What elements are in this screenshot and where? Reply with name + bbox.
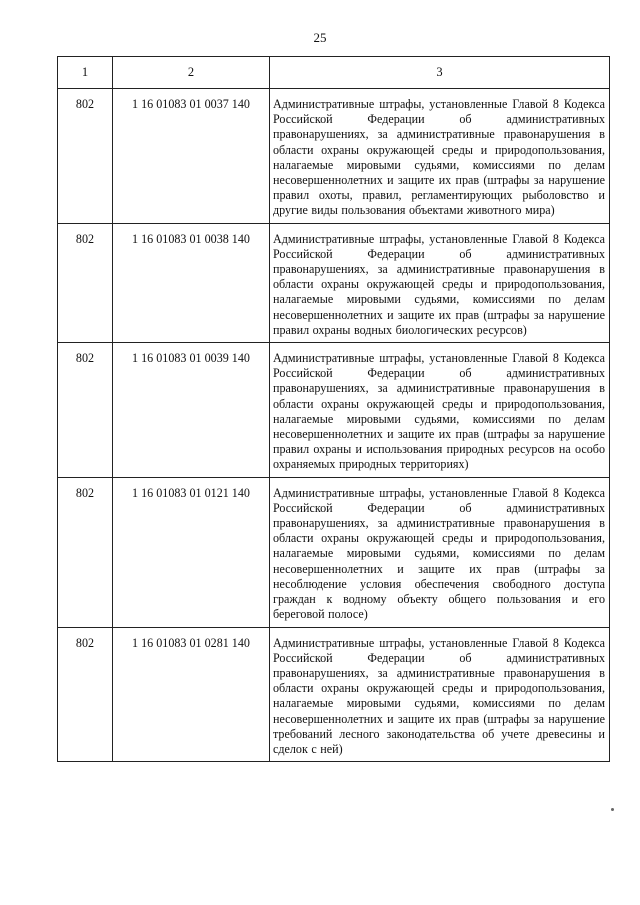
budget-classification-code-cell: 1 16 01083 01 0121 140 [113, 477, 270, 627]
table-body [58, 57, 610, 762]
scan-speck [611, 808, 614, 811]
table-header-row [58, 57, 610, 89]
admin-code-cell: 802 [58, 343, 113, 478]
table-row [58, 627, 610, 762]
income-description-cell [270, 223, 610, 342]
table-row [58, 477, 610, 627]
income-description-text: Административные штрафы, установленные Главой 8 Кодекса Российской Федерации об административных правонарушениях, за административные правонарушения в области охраны окружающей среды и природопользования, налагаемые мировыми судьями, комиссиями по делам несовершеннолетних и защите их прав (штрафы за нарушение правил охоты, правил, регламентирующих рыболовство и другие виды пользования объектами животного мира) [273, 97, 605, 218]
income-description-cell [270, 627, 610, 762]
table-row [58, 343, 610, 478]
budget-codes-table [57, 56, 610, 762]
admin-code-cell: 802 [58, 627, 113, 762]
column-header: 3 [270, 57, 610, 89]
income-description-cell [270, 477, 610, 627]
admin-code-cell: 802 [58, 89, 113, 224]
income-description-text: Административные штрафы, установленные Главой 8 Кодекса Российской Федерации об административных правонарушениях, за административные правонарушения в области охраны окружающей среды и природопользования, налагаемые мировыми судьями, комиссиями по делам несовершеннолетних и защите их прав (штрафы за нарушение требований лесного законодательства об учете древесины и сделок с ней) [273, 635, 605, 756]
admin-code-cell: 802 [58, 223, 113, 342]
table-row [58, 89, 610, 224]
income-description-text: Административные штрафы, установленные Главой 8 Кодекса Российской Федерации об административных правонарушениях, за административные правонарушения в области охраны окружающей среды и природопользования, налагаемые мировыми судьями, комиссиями по делам несовершеннолетних и защите их прав (штрафы за нарушение правил охраны и использования природных ресурсов на особо охраняемых природных территориях) [273, 351, 605, 472]
budget-classification-code-cell: 1 16 01083 01 0037 140 [113, 89, 270, 224]
admin-code-cell: 802 [58, 477, 113, 627]
budget-classification-code-cell: 1 16 01083 01 0038 140 [113, 223, 270, 342]
income-description-text: Административные штрафы, установленные Главой 8 Кодекса Российской Федерации об административных правонарушениях, за административные правонарушения в области охраны окружающей среды и природопользования, налагаемые мировыми судьями, комиссиями по делам несовершеннолетних и защите их прав (штрафы за нарушение правил охраны водных биологических ресурсов) [273, 231, 605, 337]
page-number: 25 [313, 30, 327, 45]
column-header: 2 [113, 57, 270, 89]
column-header: 1 [58, 57, 113, 89]
income-description-text: Административные штрафы, установленные Главой 8 Кодекса Российской Федерации об административных правонарушениях, за административные правонарушения в области охраны окружающей среды и природопользования, налагаемые мировыми судьями, комиссиями по делам несовершеннолетних и защите их прав (штрафы за несоблюдение условия обеспечения свободного доступа граждан к водному объекту общего пользования и его береговой полосе) [273, 485, 605, 622]
budget-classification-code-cell: 1 16 01083 01 0281 140 [113, 627, 270, 762]
income-description-cell [270, 89, 610, 224]
table-row [58, 223, 610, 342]
income-description-cell [270, 343, 610, 478]
budget-classification-code-cell: 1 16 01083 01 0039 140 [113, 343, 270, 478]
